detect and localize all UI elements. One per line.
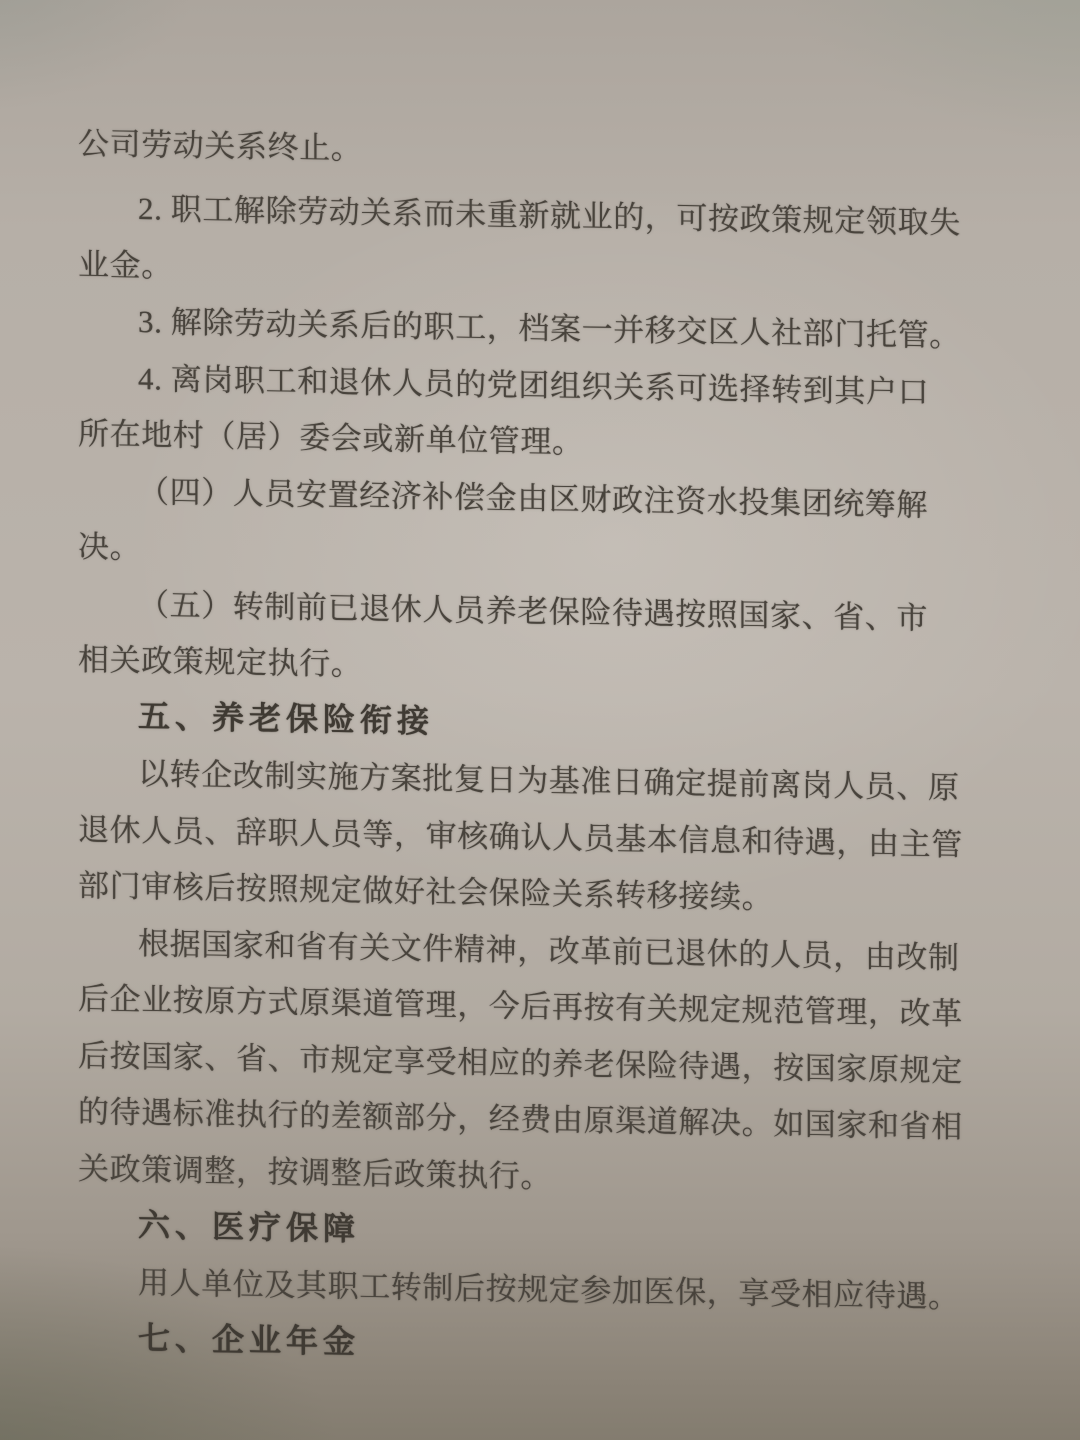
text-line: 根据国家和省有关文件精神，改革前已退休的人员，由改制 (138, 925, 960, 976)
text-line: 的待遇标准执行的差额部分，经费由原渠道解决。如国家和省相 (78, 1094, 963, 1145)
text-line: 决。 (78, 529, 142, 566)
text-line: 后企业按原方式原渠道管理，今后再按有关规定规范管理，改革 (78, 981, 963, 1032)
text-line: （五）转制前已退休人员养老保险待遇按照国家、省、市 (138, 586, 928, 636)
text-line: （四）人员安置经济补偿金由区财政注资水投集团统筹解 (138, 473, 928, 523)
text-line: 3. 解除劳动关系后的职工，档案一并移交区人社部门托管。 (138, 304, 961, 354)
text-line: 以转企改制实施方案批复日为基准日确定提前离岗人员、原 (138, 756, 960, 806)
text-line: 部门审核后按照规定做好社会保险关系转移接续。 (78, 868, 774, 916)
text-line: 关政策调整，按调整后政策执行。 (78, 1150, 552, 1195)
section-heading: 五、养老保险衔接 (138, 698, 435, 740)
text-line: 用人单位及其职工转制后按规定参加医保，享受相应待遇。 (138, 1264, 960, 1315)
text-line: 业金。 (78, 246, 173, 284)
text-line: 退休人员、辞职人员等，审核确认人员基本信息和待遇，由主管 (78, 811, 963, 863)
section-heading: 七、企业年金 (138, 1319, 361, 1360)
text-line: 相关政策规定执行。 (78, 642, 363, 683)
text-line: 4. 离岗职工和退休人员的党团组织关系可选择转到其户口 (138, 360, 930, 410)
text-line: 后按国家、省、市规定享受相应的养老保险待遇，按国家原规定 (78, 1037, 963, 1089)
text-line: 公司劳动关系终止。 (78, 125, 363, 166)
document-text-block (78, 112, 988, 1379)
section-heading: 六、医疗保障 (138, 1206, 361, 1247)
text-line: 2. 职工解除劳动关系而未重新就业的，可按政策规定领取失 (138, 191, 961, 241)
text-line: 所在地村（居）委会或新单位管理。 (78, 416, 584, 461)
